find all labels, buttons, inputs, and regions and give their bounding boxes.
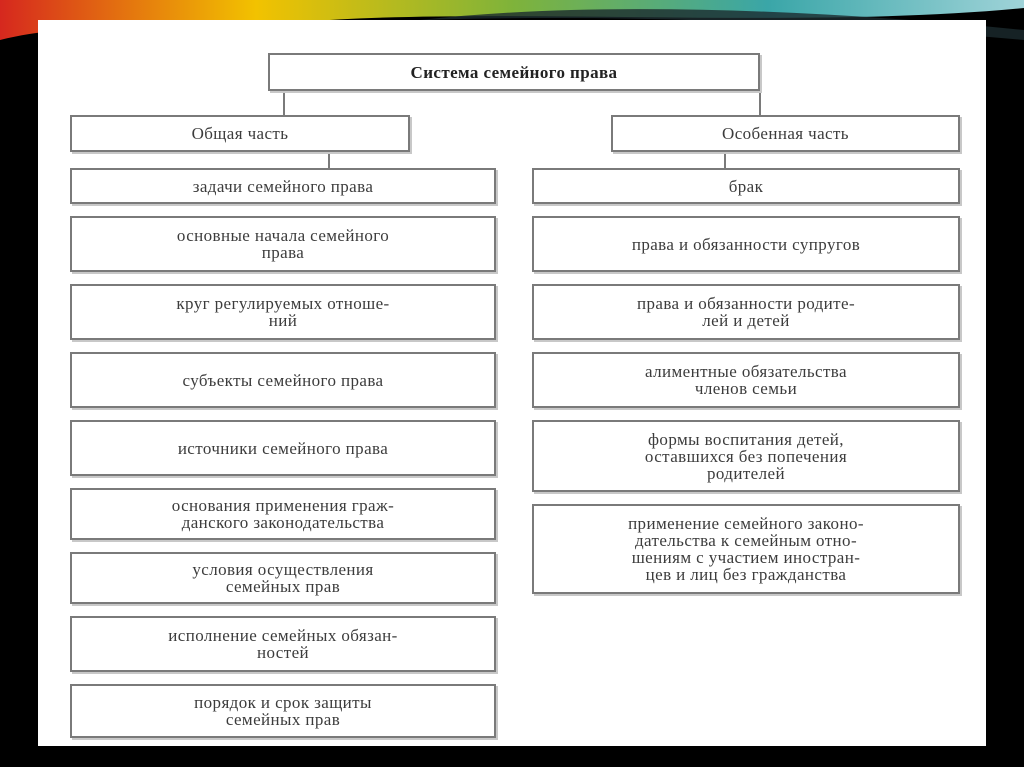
- general-item: исполнение семейных обязан- ностей: [70, 616, 496, 672]
- general-item: задачи семейного права: [70, 168, 496, 204]
- general-item: источники семейного права: [70, 420, 496, 476]
- special-item: брак: [532, 168, 960, 204]
- general-part-header: [70, 115, 410, 152]
- general-item: условия осуществления семейных прав: [70, 552, 496, 604]
- special-item: алиментные обязательства членов семьи: [532, 352, 960, 408]
- special-item: права и обязанности супругов: [532, 216, 960, 272]
- general-item: порядок и срок защиты семейных прав: [70, 684, 496, 738]
- general-item: круг регулируемых отноше- ний: [70, 284, 496, 340]
- general-item: основания применения граж- данского законодательства: [70, 488, 496, 540]
- general-item: основные начала семейного права: [70, 216, 496, 272]
- special-item: права и обязанности родите- лей и детей: [532, 284, 960, 340]
- root-title-box: [268, 53, 760, 91]
- general-part-label: Общая часть: [191, 124, 289, 143]
- general-item: субъекты семейного права: [70, 352, 496, 408]
- slide: [38, 20, 986, 746]
- special-item: применение семейного законо- дательства к семейным отно- шениям с участием иностран- цев и лиц без гражданства: [532, 504, 960, 594]
- special-part-label: Особенная часть: [722, 124, 849, 143]
- special-item: формы воспитания детей, оставшихся без попечения родителей: [532, 420, 960, 492]
- special-part-header: [611, 115, 960, 152]
- root-title: Система семейного права: [410, 62, 618, 82]
